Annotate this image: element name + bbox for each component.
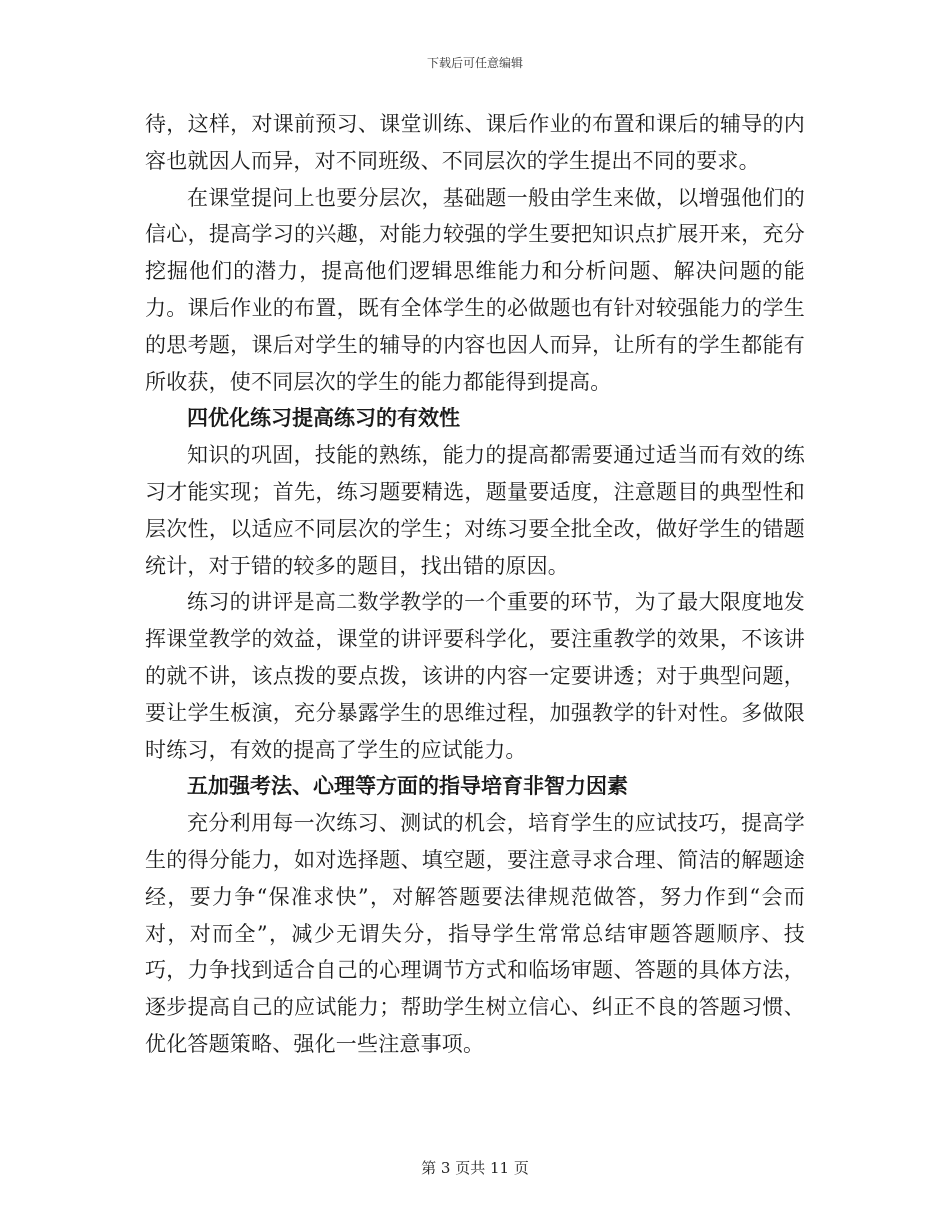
section-heading-4: 四优化练习提高练习的有效性 bbox=[187, 406, 460, 431]
paragraph-classroom-questions: 在课堂提问上也要分层次，基础题一般由学生来做，以增强他们的信心，提高学习的兴趣，对能力较强的学生要把知识点扩展开来，充分挖掘他们的潜力，提高他们逻辑思维能力和分析问题、解决问题的能力。课后作业的布置，既有全体学生的必做题也有针对较强能力的学生的思考题，课后对学生的辅导的内容也因人而异，让所有的学生都能有所收获，使不同层次的学生的能力都能得到提高。 bbox=[145, 185, 805, 394]
paragraph-continuation: 待，这样，对课前预习、课堂训练、课后作业的布置和课后的辅导的内容也就因人而异，对不同班级、不同层次的学生提出不同的要求。 bbox=[145, 112, 805, 173]
section-heading-5: 五加强考法、心理等方面的指导培育非智力因素 bbox=[187, 774, 628, 799]
paragraph-exam-skills: 充分利用每一次练习、测试的机会，培育学生的应试技巧，提高学生的得分能力，如对选择题、填空题，要注意寻求合理、简洁的解题途经，要力争“保准求快”，对解答题要法律规范做答，努力作到“会而对，对而全”，减少无谓失分，指导学生常常总结审题答题顺序、技巧，力争找到适合自己的心理调节方式和临场审题、答题的具体方法，逐步提高自己的应试能力；帮助学生树立信心、纠正不良的答题习惯、优化答题策略、强化一些注意事项。 bbox=[145, 811, 805, 1056]
document-body bbox=[145, 106, 805, 1063]
paragraph-review: 练习的讲评是高二数学教学的一个重要的环节，为了最大限度地发挥课堂教学的效益，课堂的讲评要科学化，要注重教学的效果，不该讲的就不讲，该点拨的要点拨，该讲的内容一定要讲透；对于典型问题，要让学生板演，充分暴露学生的思维过程，加强教学的针对性。多做限时练习，有效的提高了学生的应试能力。 bbox=[145, 590, 805, 762]
page-header: 下载后可任意编辑 bbox=[426, 56, 523, 70]
page-number: 第 3 页共 11 页 bbox=[421, 1159, 529, 1177]
paragraph-practice: 知识的巩固，技能的熟练，能力的提高都需要通过适当而有效的练习才能实现；首先，练习题要精选，题量要适度，注意题目的典型性和层次性，以适应不同层次的学生；对练习要全批全改，做好学生的错题统计，对于错的较多的题目，找出错的原因。 bbox=[145, 443, 805, 578]
